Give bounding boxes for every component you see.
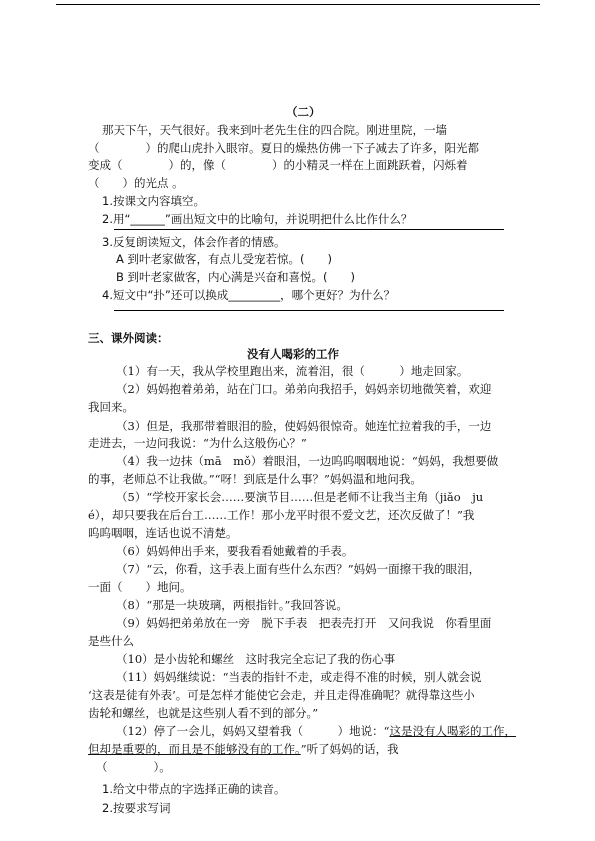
question-3: 3.反复朗读短文，体会作者的情感。 — [102, 235, 286, 249]
passage-line-2: （ ）的爬山虎扑入眼帘。夏日的燥热仿佛一下子减去了许多，阳光都 — [88, 141, 479, 155]
underlined-quote-part-1: 这是没有人喝彩的工作， — [389, 724, 517, 738]
page-top-rule — [56, 4, 540, 5]
passage-line-4: （ ）的光点 。 — [88, 176, 184, 190]
passage-line-3: 变成（ ）的，像（ ）的小精灵一样在上面跳跃着，闪烁着 — [88, 158, 468, 172]
answer-line-q4[interactable] — [114, 310, 504, 311]
paragraph-4: （4）我一边抹（mā mǒ）着眼泪，一边呜呜咽咽地说：“妈妈，我想要做 — [116, 454, 499, 468]
paragraph-12 — [116, 723, 516, 739]
paragraph-8: （8）“那是一块玻璃，两根指针。”我回答说。 — [116, 598, 348, 612]
paragraph-12-tail: ”听了妈妈的话，我 — [300, 742, 399, 756]
reading-question-2: 2.按要求写词 — [102, 801, 171, 815]
paragraph-2: （2）妈妈抱着弟弟，站在门口。弟弟向我招手，妈妈亲切地微笑着，欢迎 — [116, 382, 492, 396]
question-1: 1.按课文内容填空。 — [102, 194, 205, 208]
paragraph-10: （10）是小齿轮和螺丝 这时我完全忘记了我的伤心事 — [116, 652, 396, 666]
paragraph-11-cont: ‘这表是徒有外表’。可是怎样才能使它会走，并且走得准确呢？就得靠这些小 — [88, 688, 475, 702]
section-two-heading: （二） — [286, 105, 321, 119]
reading-question-1: 1.给文中带点的字选择正确的读音。 — [102, 782, 286, 796]
paragraph-9-cont: 是些什么 — [88, 634, 134, 648]
option-a: A 到叶老家做客，有点儿受宠若惊。( ) — [116, 252, 332, 266]
paragraph-11-end: 齿轮和螺丝，也就是这些别人看不到的部分。” — [88, 706, 319, 720]
paragraph-9: （9）妈妈把弟弟放在一旁 脱下手表 把表壳打开 又问我说 你看里面 — [116, 616, 492, 630]
paragraph-1: （1）有一天，我从学校里跑出来，流着泪，很（ ）地走回家。 — [116, 364, 469, 378]
question-2: 2.用“______”画出短文中的比喻句，并说明把什么比作什么？ — [102, 212, 413, 226]
paragraph-4-cont: 的事，老师总不让我做。”“呀！到底是什么事？”妈妈温和地问我。 — [88, 472, 422, 486]
paragraph-12-lead: （12）停了一会儿，妈妈又望着我（ ）地说：“ — [116, 724, 390, 738]
paragraph-2-cont: 我回来。 — [88, 400, 134, 414]
section-three-heading: 三、课外阅读： — [88, 331, 169, 345]
underlined-quote-part-2: 但却是重要的，而且是不能够没有的工作。 — [88, 742, 301, 756]
paragraph-5-cont: é），却只要我在后台工……工作！那小龙平时很不爱文艺，还次反做了！”我 — [88, 508, 475, 522]
paragraph-7: （7）“云，你看，这手表上面有些什么东西？”妈妈一面擦干我的眼泪， — [116, 562, 481, 576]
paragraph-6: （6）妈妈伸出手来，要我看看她戴着的手表。 — [116, 544, 354, 558]
paragraph-5: （5）“学校开家长会……要演节目……但是老师不让我当主角（jiǎo ju — [116, 490, 484, 504]
paragraph-12-cont — [88, 741, 399, 757]
option-b: B 到叶老家做客，内心满是兴奋和喜悦。( ) — [116, 270, 356, 284]
paragraph-11: （11）妈妈继续说：“当表的指针不走，或走得不准的时候，别人就会说 — [116, 670, 482, 684]
reading-title: 没有人喝彩的工作 — [247, 347, 339, 361]
question-4: 4.短文中“扑”还可以换成_________，哪个更好？为什么？ — [102, 288, 396, 302]
paragraph-12-end: （ ）。 — [96, 760, 171, 774]
passage-line-1: 那天下午，天气很好。我来到叶老先生住的四合院。刚进里院，一墙 — [102, 123, 447, 137]
answer-line-q2[interactable] — [114, 229, 504, 230]
paragraph-3: （3）但是，我那带着眼泪的脸，使妈妈很惊奇。她连忙拉着我的手，一边 — [116, 419, 492, 433]
paragraph-3-cont: 走进去，一边问我说：“为什么这般伤心？” — [88, 436, 307, 450]
paragraph-7-cont: 一面（ ）地问。 — [88, 580, 192, 594]
paragraph-5-end: 呜呜咽咽，连话也说不清楚。 — [88, 526, 238, 540]
